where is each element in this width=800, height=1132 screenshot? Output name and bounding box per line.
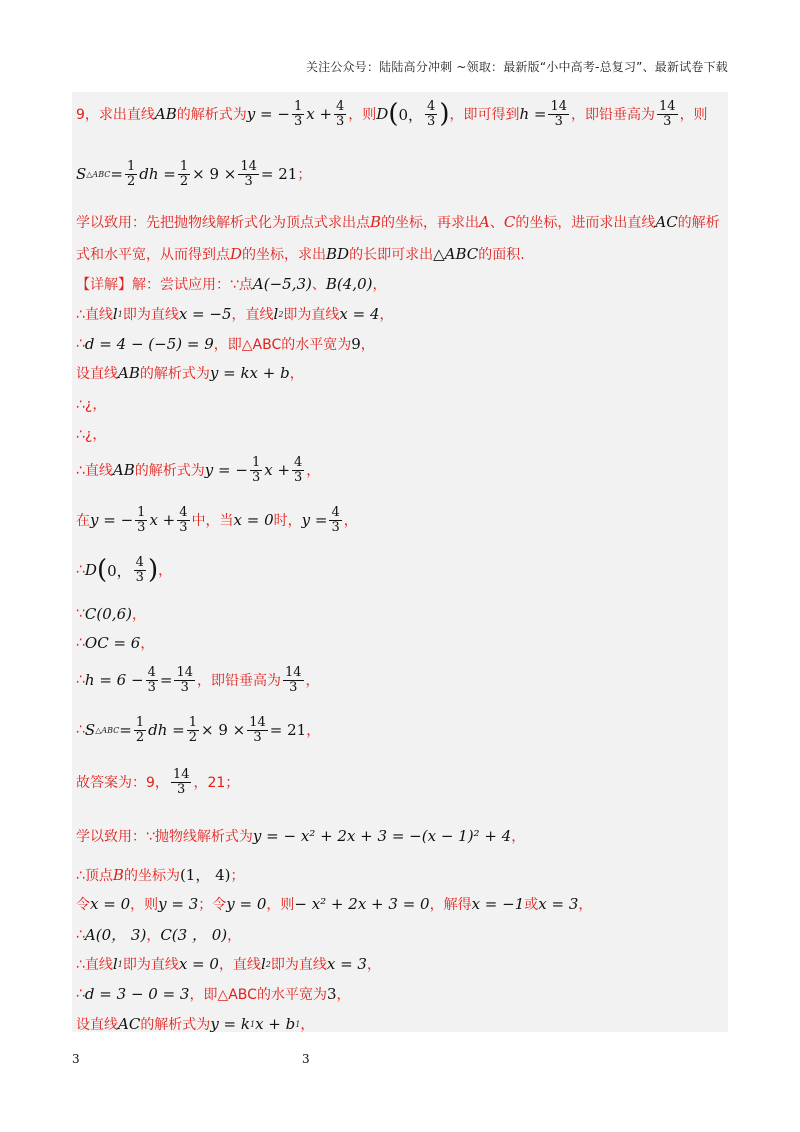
solution-line: ∴直线 AB 的解析式为 y = − $\frac{1}{3}$ x + $\frac{4}{3}$ ， (76, 455, 321, 485)
fraction: $\frac{4}{3}$ (427, 99, 436, 129)
fraction: $\frac{1}{2}$ (126, 159, 136, 189)
fraction: $\frac{1}{2}$ (179, 159, 189, 189)
solution-line: ∴¿， (76, 427, 107, 443)
page-header: 关注公众号：陆陆高分冲刺 ~领取：最新版“小中高考-总复习”、最新试卷下载 (305, 60, 728, 74)
fraction: $\frac{1}{2}$ (188, 715, 198, 745)
solution-line: 9，求出直线 AB 的解析式为 y = − $\frac{1}{3}$ x + $\frac{4}{3}$ ，则 D ( 0， $\frac{4}{3}$ ) ，即可得到 h = $\frac{14}{3}$ ，即铅垂高为 $\frac{14}{3}$ ，则 (76, 99, 708, 130)
fraction: $\frac{14}{3}$ (550, 99, 568, 129)
solution-content (72, 92, 728, 1032)
fraction: $\frac{1}{3}$ (251, 455, 261, 485)
fraction: $\frac{1}{3}$ (293, 99, 303, 129)
fraction: $\frac{14}{3}$ (172, 767, 190, 797)
fraction: $\frac{4}{3}$ (135, 555, 144, 585)
solution-line: ∴直线 l 1 即为直线 x = 0 ，直线 l 2 即为直线 x = 3 ， (76, 955, 381, 973)
solution-line: 式和水平宽，从而得到点 D 的坐标，求出 BD 的长即可求出 △ABC 的面积. (76, 245, 525, 263)
fraction: $\frac{4}{3}$ (179, 505, 188, 535)
solution-line: ∴¿， (76, 397, 107, 413)
page-number-center: 3 (302, 1052, 310, 1066)
solution-line: 令 x = 0 ，则 y = 3 ；令 y = 0 ，则 − x² + 2x + 3 = 0 ，解得 x = −1 或 x = 3 ， (76, 895, 593, 913)
solution-line: ∴ h = 6 − $\frac{4}{3}$ = $\frac{14}{3}$ ，即铅垂高为 $\frac{14}{3}$ ， (76, 665, 320, 695)
solution-line: 设直线 AC 的解析式为 y = k 1 x + b 1 ， (76, 1015, 315, 1033)
fraction: $\frac{14}{3}$ (659, 99, 676, 129)
solution-line: 设直线 AB 的解析式为 y = kx + b ， (76, 364, 304, 382)
solution-line: S △ABC = $\frac{1}{2}$ dh = $\frac{1}{2}$ × 9 × $\frac{14}{3}$ = 21 ； (76, 159, 312, 189)
solution-line: 故答案为：9， $\frac{14}{3}$ ，21； (76, 767, 240, 797)
fraction: $\frac{1}{2}$ (135, 715, 145, 745)
solution-line: ∴ d = 3 − 0 = 3 ，即△ABC的水平宽为 3 ， (76, 985, 351, 1003)
fraction: $\frac{4}{3}$ (147, 665, 156, 695)
detail-tag: 【详解】 (76, 277, 132, 293)
fraction: $\frac{14}{3}$ (284, 665, 302, 695)
fraction: $\frac{14}{3}$ (176, 665, 193, 695)
solution-line: 【详解】 解：尝试应用：∵点 A(−5,3) 、 B(4,0) ， (76, 275, 387, 293)
solution-line: ∴直线 l 1 即为直线 x = −5 ，直线 l 2 即为直线 x = 4 ， (76, 305, 394, 323)
solution-line: 学以致用：∵抛物线解析式为 y = − x² + 2x + 3 = −(x − 1)² + 4 ， (76, 827, 526, 845)
solution-line: ∴ OC = 6 ， (76, 634, 155, 652)
fraction: $\frac{14}{3}$ (249, 715, 266, 745)
page-number-left: 3 (72, 1052, 80, 1066)
fraction: $\frac{4}{3}$ (336, 99, 345, 129)
solution-line: 学以致用：先把抛物线解析式化为顶点式求出点 B 的坐标，再求出 A 、 C 的坐标，进而求出直线 AC 的解析 (76, 213, 720, 231)
fraction: $\frac{4}{3}$ (294, 455, 303, 485)
fraction: $\frac{14}{3}$ (240, 159, 257, 189)
solution-line: ∴ A(0， 3) ， C(3 ， 0) ， (76, 926, 242, 944)
solution-line: ∴ S △ABC = $\frac{1}{2}$ dh = $\frac{1}{2}$ × 9 × $\frac{14}{3}$ = 21 ， (76, 715, 321, 745)
solution-line: 在 y = − $\frac{1}{3}$ x + $\frac{4}{3}$ 中，当 x = 0 时， y = $\frac{4}{3}$ ， (76, 505, 358, 535)
fraction: $\frac{1}{3}$ (137, 505, 146, 535)
solution-line: ∴ D ( 0， $\frac{4}{3}$ ) ， (76, 555, 173, 586)
solution-line: ∵ C(0,6) ， (76, 605, 146, 623)
fraction: $\frac{4}{3}$ (331, 505, 340, 535)
solution-line: ∴顶点 B 的坐标为 (1， 4) ； (76, 865, 245, 884)
solution-line: ∴ d = 4 − (−5) = 9 ，即△ABC的水平宽为 9 ， (76, 335, 375, 353)
